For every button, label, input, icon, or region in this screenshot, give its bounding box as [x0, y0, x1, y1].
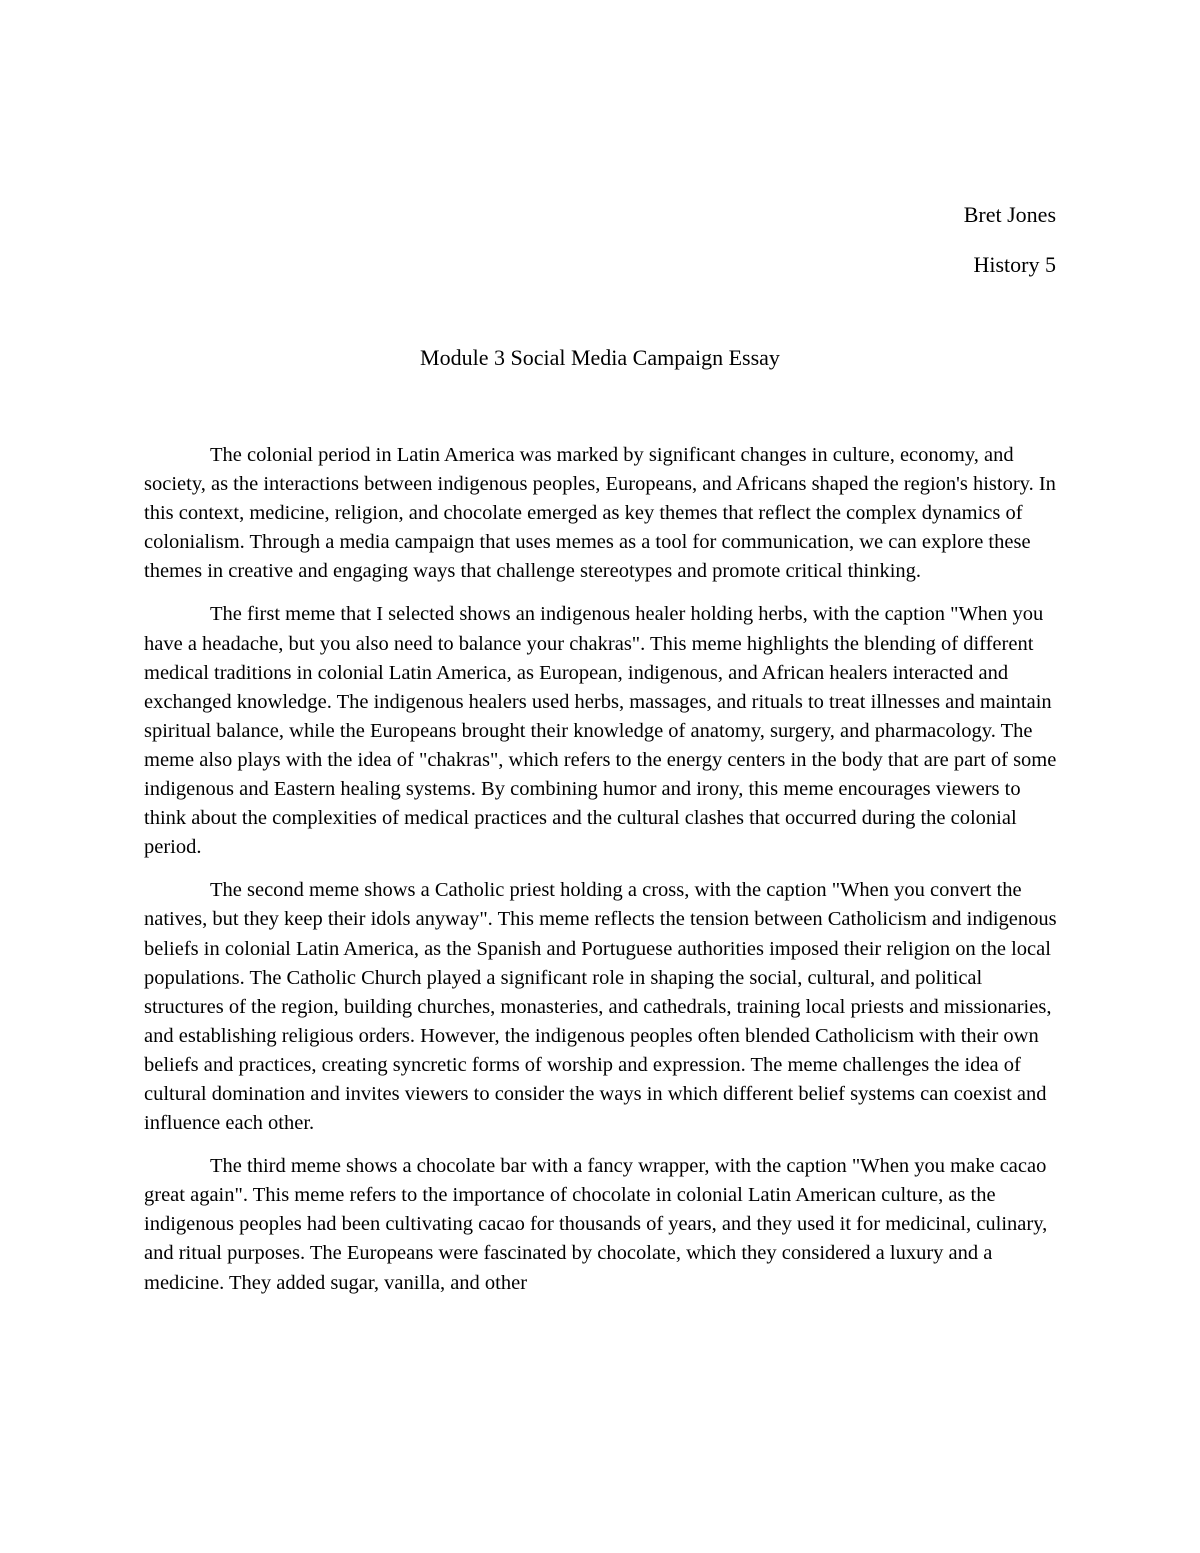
essay-body [144, 441, 1059, 1312]
course-name: History 5 [973, 252, 1056, 277]
paragraph-2: The first meme that I selected shows an indigenous healer holding herbs, with the caption "When you have a headache, but you also need to balance your chakras". This meme highlights the blending of different medical traditions in colonial Latin America, as European, indigenous, and African healers interacted and exchanged knowledge. The indigenous healers used herbs, massages, and rituals to treat illnesses and maintain spiritual balance, while the Europeans brought their knowledge of anatomy, surgery, and pharmacology. The meme also plays with the idea of "chakras", which refers to the energy centers in the body that are part of some indigenous and Eastern healing systems. By combining humor and irony, this meme encourages viewers to think about the complexities of medical practices and the cultural clashes that occurred during the colonial period. [144, 603, 1057, 859]
paragraph-3: The second meme shows a Catholic priest holding a cross, with the caption "When you convert the natives, but they keep their idols anyway". This meme reflects the tension between Catholicism and indigenous beliefs in colonial Latin America, as the Spanish and Portuguese authorities imposed their religion on the local populations. The Catholic Church played a significant role in shaping the social, cultural, and political structures of the region, building churches, monasteries, and cathedrals, training local priests and missionaries, and establishing religious orders. However, the indigenous peoples often blended Catholicism with their own beliefs and practices, creating syncretic forms of worship and expression. The meme challenges the idea of cultural domination and invites viewers to consider the ways in which different belief systems can coexist and influence each other. [144, 879, 1057, 1135]
header-block [964, 190, 1056, 290]
essay-title: Module 3 Social Media Campaign Essay [420, 345, 780, 370]
paragraph-1: The colonial period in Latin America was marked by significant changes in culture, economy, and society, as the interactions between indigenous peoples, Europeans, and Africans shaped the region's history. In this context, medicine, religion, and chocolate emerged as key themes that reflect the complex dynamics of colonialism. Through a media campaign that uses memes as a tool for communication, we can explore these themes in creative and engaging ways that challenge stereotypes and promote critical thinking. [144, 444, 1056, 583]
author-name: Bret Jones [963, 202, 1056, 227]
paragraph-4: The third meme shows a chocolate bar with a fancy wrapper, with the caption "When you make cacao great again". This meme refers to the importance of chocolate in colonial Latin American culture, as the indigenous peoples had been cultivating cacao for thousands of years, and they used it for medicinal, culinary, and ritual purposes. The Europeans were fascinated by chocolate, which they considered a luxury and a medicine. They added sugar, vanilla, and other [144, 1155, 1048, 1294]
